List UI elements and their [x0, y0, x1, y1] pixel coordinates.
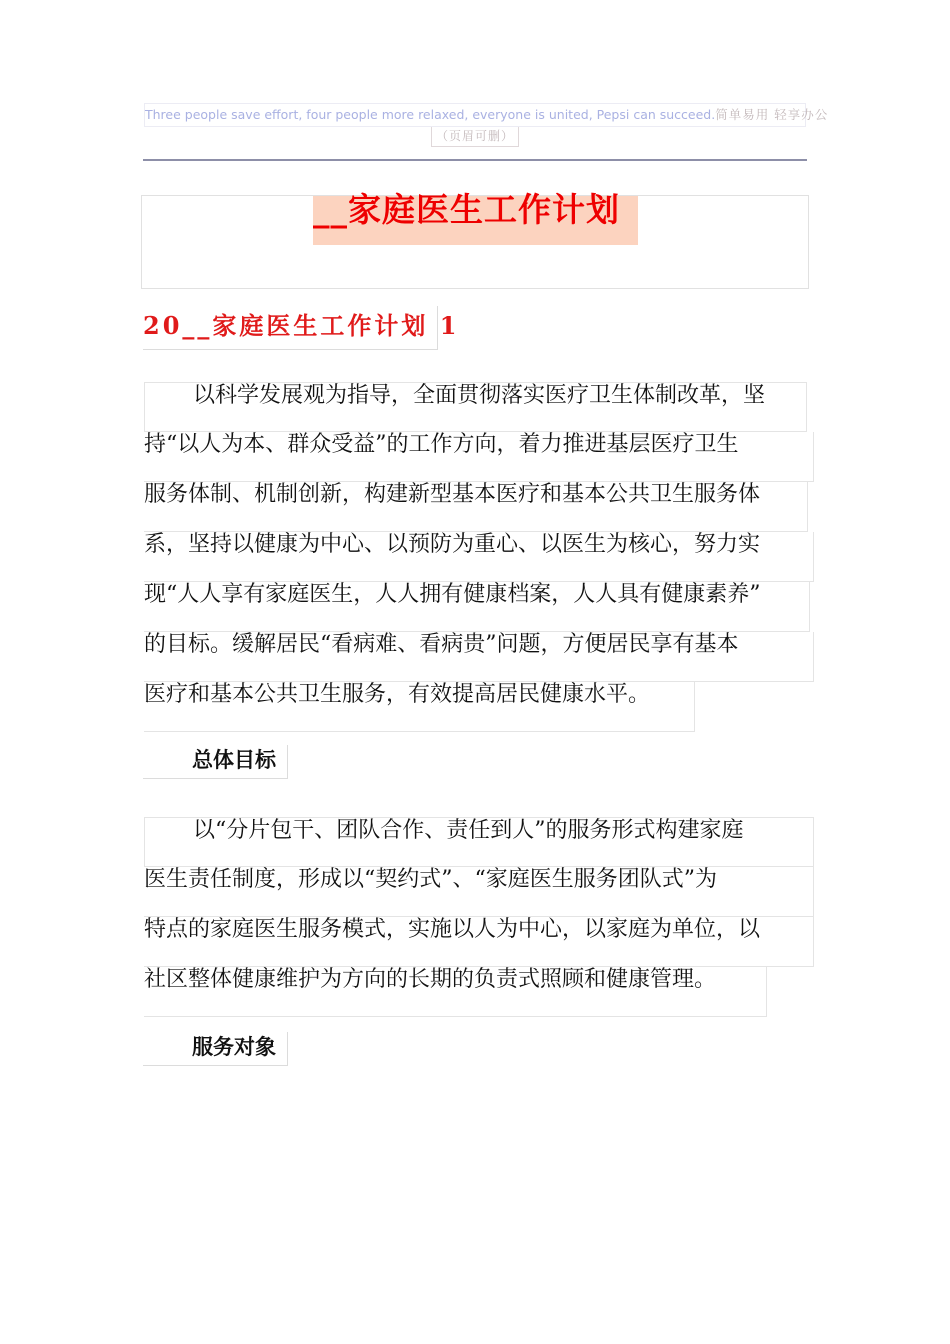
paragraph-line: 的目标。缓解居民“看病难、看病贵”问题，方便居民享有基本	[144, 632, 814, 682]
header-tagline	[144, 103, 829, 127]
header-tagline-en: Three people save effort, four people more relaxed, everyone is united, Pepsi can succeed.	[145, 107, 716, 122]
paragraph-line: 社区整体健康维护为方向的长期的负责式照顾和健康管理。	[144, 967, 767, 1017]
heading-service-target: 服务对象	[143, 1032, 288, 1066]
document-title: __家庭医生工作计划	[313, 190, 620, 229]
paragraph-line: 以“分片包干、团队合作、责任到人”的服务形式构建家庭	[144, 817, 814, 867]
paragraph-line: 服务体制、机制创新，构建新型基本医疗和基本公共卫生服务体	[144, 482, 808, 532]
paragraph-line: 医疗和基本公共卫生服务，有效提高居民健康水平。	[144, 682, 695, 732]
paragraph-line: 系，坚持以健康为中心、以预防为重心、以医生为核心，努力实	[144, 532, 814, 582]
section-title: 20__家庭医生工作计划 1	[143, 306, 438, 350]
paragraph-line: 持“以人为本、群众受益”的工作方向，着力推进基层医疗卫生	[144, 432, 814, 482]
header-divider	[143, 159, 807, 161]
paragraph-line: 以科学发展观为指导，全面贯彻落实医疗卫生体制改革，坚	[144, 382, 807, 432]
header-note: （页眉可删）	[431, 127, 519, 147]
paragraph-line: 医生责任制度，形成以“契约式”、“家庭医生服务团队式”为	[144, 867, 814, 917]
header-tagline-cn: 简单易用 轻享办公	[715, 107, 829, 122]
paragraph-line: 特点的家庭医生服务模式，实施以人为中心，以家庭为单位，以	[144, 917, 814, 967]
heading-overall-goal: 总体目标	[143, 745, 288, 779]
paragraph-line: 现“人人享有家庭医生，人人拥有健康档案，人人具有健康素养”	[144, 582, 810, 632]
